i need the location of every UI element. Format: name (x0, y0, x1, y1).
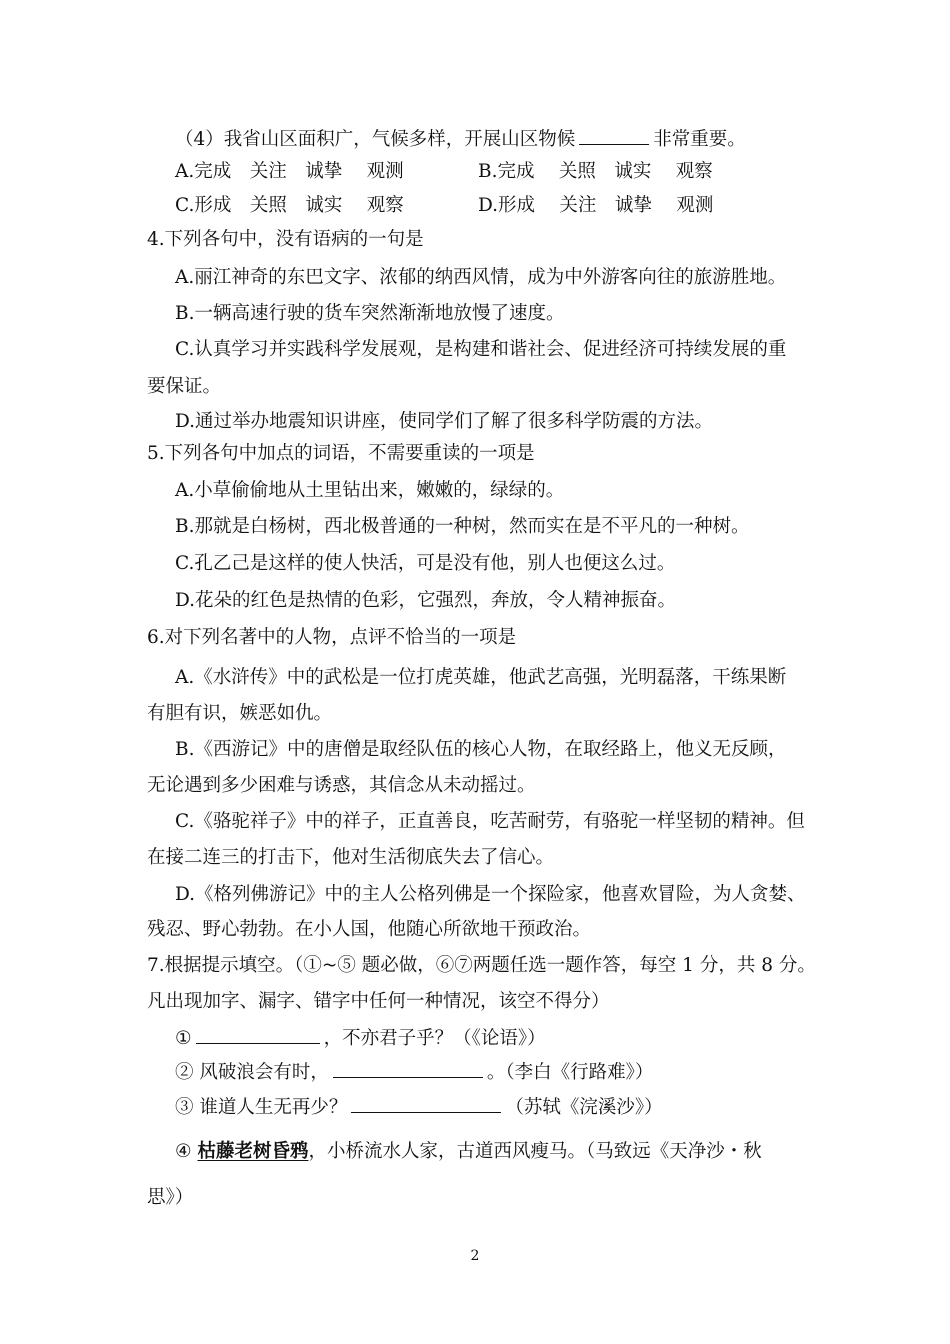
item-4-mark: ④ (175, 1141, 198, 1162)
q7-item-4-line-2: 思》） (147, 1187, 194, 1208)
answer-blank (351, 1094, 501, 1113)
q3-4-stem-tail: 非常重要。 (653, 129, 746, 150)
answer-blank (196, 1025, 320, 1044)
q6-option-d-line-2: 残忍、野心勃勃。在小人国，他随心所欲地干预政治。 (147, 919, 592, 940)
item-3-source: （苏轼《浣溪沙》） (505, 1097, 663, 1118)
q5-option-a: A.小草偷偷地从土里钻出来，嫩嫩的，绿绿的。 (175, 480, 565, 501)
q6-stem: 6.对下列名著中的人物，点评不恰当的一项是 (147, 627, 517, 648)
q3-4-options-row-2 (175, 194, 713, 218)
answer-blank (333, 1059, 483, 1078)
item-4-underlined-phrase: 枯藤老树昏鸦 (197, 1141, 309, 1162)
q6-option-c-line-1: C.《骆驼祥子》中的祥子，正直善良，吃苦耐劳，有骆驼一样坚韧的精神。但 (175, 811, 805, 832)
q4-stem: 4.下列各句中，没有语病的一句是 (147, 229, 424, 250)
q6-option-a-line-1: A.《水浒传》中的武松是一位打虎英雄，他武艺高强，光明磊落，干练果断 (175, 667, 787, 688)
q6-option-b-line-1: B.《西游记》中的唐僧是取经队伍的核心人物，在取经路上，他义无反顾， (175, 739, 787, 760)
q4-option-d: D.通过举办地震知识讲座，使同学们了解了很多科学防震的方法。 (175, 411, 714, 432)
q6-option-b-line-2: 无论遇到多少困难与诱惑，其信念从未动摇过。 (147, 775, 536, 796)
option-c: C.形成 关照 诚实 观察 (175, 195, 404, 216)
q7-item-3 (175, 1094, 663, 1120)
q4-option-b: B.一辆高速行驶的货车突然渐渐地放慢了速度。 (175, 303, 565, 324)
item-1-text: ，不亦君子乎？（《论语》） (323, 1028, 546, 1049)
q5-stem: 5.下列各句中加点的词语，不需要重读的一项是 (147, 443, 535, 464)
q3-4-stem-text: （4）我省山区面积广，气候多样，开展山区物候 (175, 129, 576, 150)
q7-item-2 (175, 1059, 653, 1085)
q4-option-c-line-1: C.认真学习并实践科学发展观，是构建和谐社会、促进经济可持续发展的重 (175, 339, 787, 360)
item-2-text: ② 风破浪会有时， (175, 1062, 329, 1083)
q7-item-1 (175, 1025, 546, 1051)
item-4-text: ，小桥流水人家，古道西风瘦马。（马致远《天净沙・秋 (308, 1141, 762, 1162)
q3-4-options-row-1 (175, 160, 713, 184)
q4-option-a: A.丽江神奇的东巴文字、浓郁的纳西风情，成为中外游客向往的旅游胜地。 (175, 267, 787, 288)
q4-option-c-line-2: 要保证。 (147, 376, 222, 397)
q5-option-c: C.孔乙己是这样的使人快活，可是没有他，别人也便这么过。 (175, 553, 676, 574)
q5-option-d: D.花朵的红色是热情的色彩，它强烈，奔放，令人精神振奋。 (175, 590, 677, 611)
q7-item-4 (175, 1140, 762, 1164)
item-2-source: 。（李白《行路难》） (486, 1062, 654, 1083)
q6-option-c-line-2: 在接二连三的打击下，他对生活彻底失去了信心。 (147, 847, 555, 868)
item-1-mark: ① (175, 1028, 192, 1049)
q7-stem-line-2: 凡出现加字、漏字、错字中任何一种情况，该空不得分） (147, 991, 610, 1012)
q3-4-stem (175, 126, 746, 152)
option-b: B.完成 关照 诚实 观察 (478, 161, 713, 182)
option-d: D.形成 关注 诚挚 观测 (478, 195, 714, 216)
q6-option-d-line-1: D.《格列佛游记》中的主人公格列佛是一个探险家，他喜欢冒险，为人贪婪、 (175, 884, 806, 905)
q7-stem-line-1: 7.根据提示填空。（①~⑤ 题必做，⑥⑦两题任选一题作答，每空 1 分，共 8 分。 (147, 955, 816, 976)
answer-blank (579, 126, 649, 145)
q5-option-b: B.那就是白杨树，西北极普通的一种树，然而实在是不平凡的一种树。 (175, 516, 750, 537)
q6-option-a-line-2: 有胆有识，嫉恶如仇。 (147, 703, 333, 724)
item-3-text: ③ 谁道人生无再少？ (175, 1097, 348, 1118)
page-number: 2 (470, 1248, 480, 1264)
option-a: A.完成 关注 诚挚 观测 (175, 161, 404, 182)
